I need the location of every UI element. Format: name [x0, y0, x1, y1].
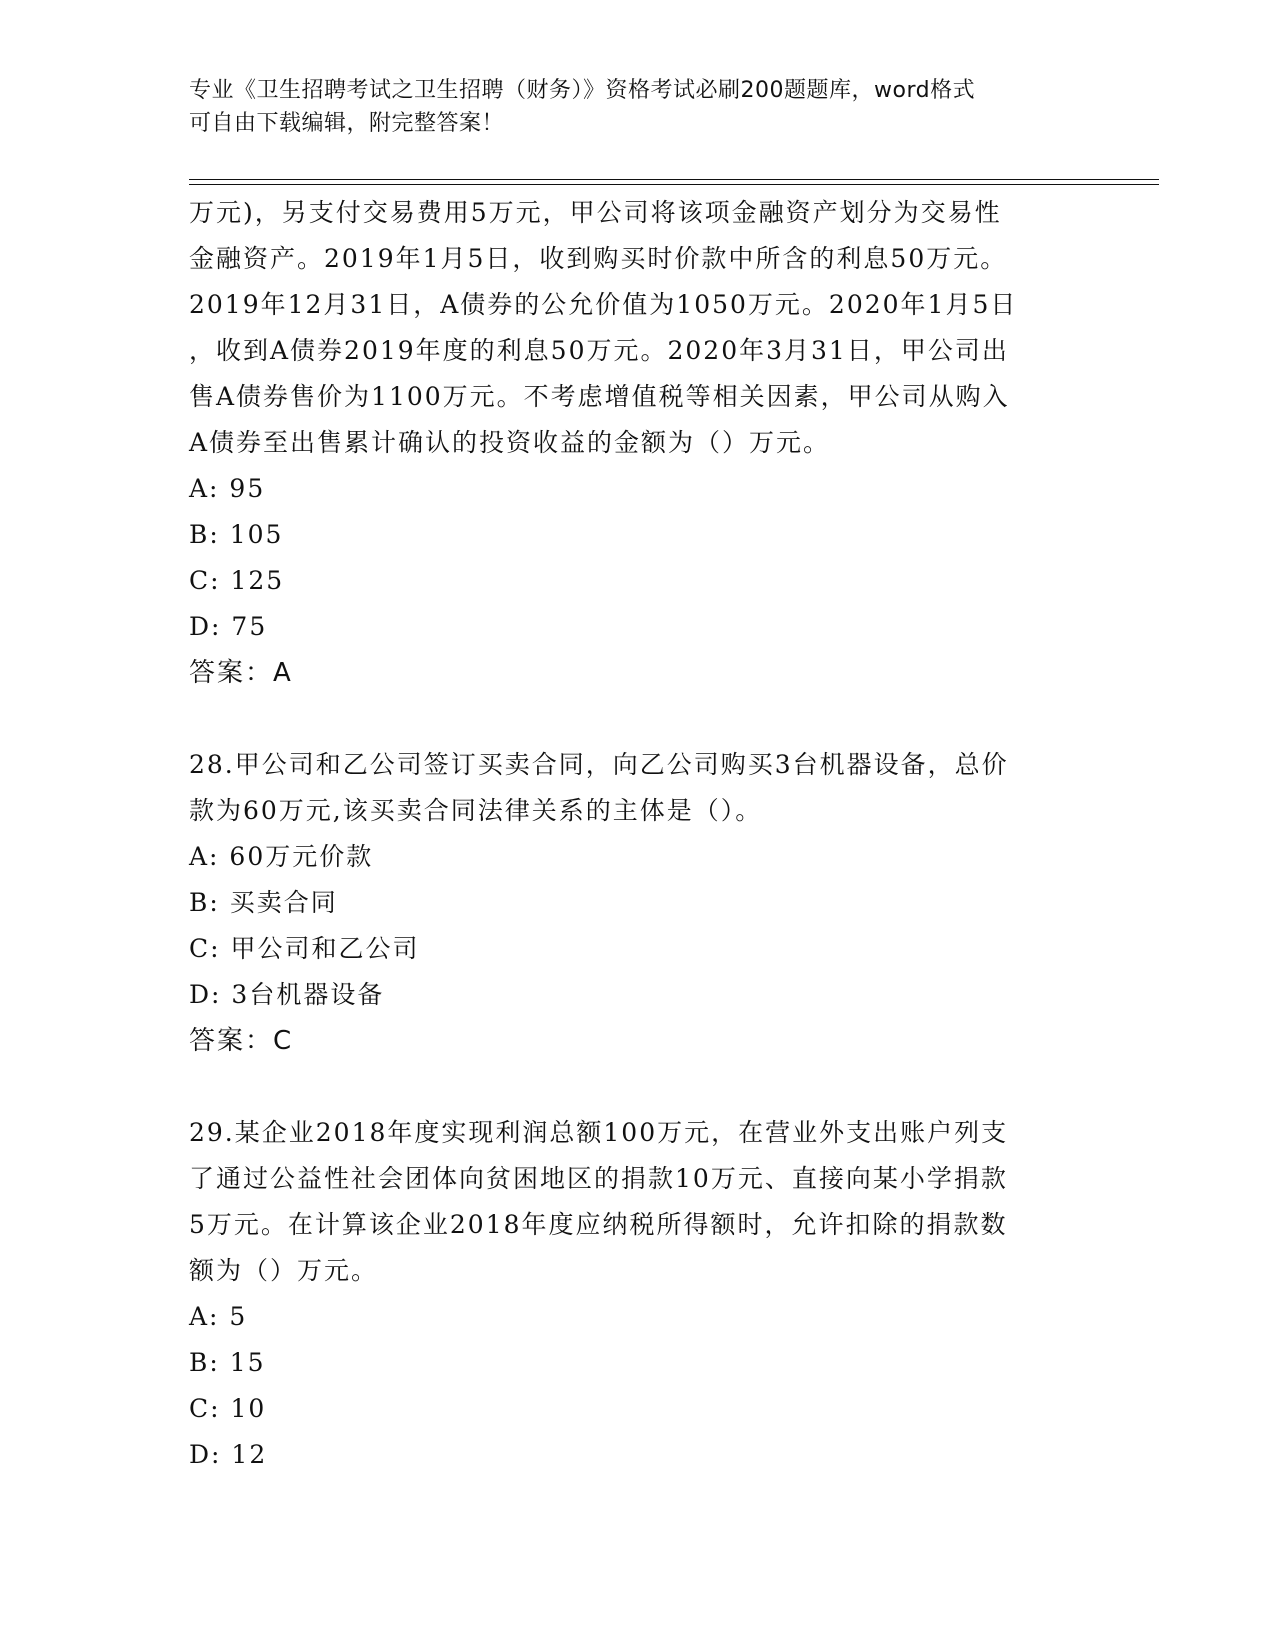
question-text-line: 了通过公益性社会团体向贫困地区的捐款10万元、直接向某小学捐款	[189, 1164, 1008, 1193]
answer-line: 答案：C	[189, 1026, 294, 1056]
question-spacer	[189, 1064, 1089, 1110]
question-text-line: 5万元。在计算该企业2018年度应纳税所得额时，允许扣除的捐款数	[189, 1210, 1008, 1239]
header-line-2: 可自由下载编辑，附完整答案！	[189, 111, 505, 136]
question-text-line: 款为60万元,该买卖合同法律关系的主体是（）。	[189, 796, 763, 825]
question-text-line: ，收到A债券2019年度的利息50万元。2020年3月31日，甲公司出	[189, 336, 1009, 365]
option-b: B: 买卖合同	[189, 888, 338, 917]
option-a: A: 95	[189, 474, 266, 503]
option-c: C: 125	[189, 566, 285, 595]
option-b: B: 105	[189, 520, 284, 549]
header-line-1: 专业《卫生招聘考试之卫生招聘（财务）》资格考试必刷200题题库，word格式	[189, 78, 976, 103]
question-text-line: 售A债券售价为1100万元。不考虑增值税等相关因素，甲公司从购入	[189, 382, 1010, 411]
question-text-line: A债券至出售累计确认的投资收益的金额为（）万元。	[189, 428, 831, 457]
question-text-line: 2019年12月31日，A债券的公允价值为1050万元。2020年1月5日	[189, 290, 1018, 319]
option-c: C: 10	[189, 1394, 267, 1423]
option-d: D: 12	[189, 1440, 268, 1469]
option-a: A: 5	[189, 1302, 248, 1331]
question-27-continued	[189, 190, 1089, 696]
question-text-line: 金融资产。2019年1月5日，收到购买时价款中所含的利息50万元。	[189, 244, 1008, 273]
question-text-line: 29.某企业2018年度实现利润总额100万元，在营业外支出账户列支	[189, 1118, 1009, 1147]
header-divider-top	[189, 179, 1159, 180]
answer-line: 答案：A	[189, 658, 293, 688]
question-28	[189, 742, 1089, 1064]
option-d: D: 75	[189, 612, 268, 641]
option-d: D: 3台机器设备	[189, 980, 385, 1009]
header-divider-bottom	[189, 184, 1159, 185]
option-b: B: 15	[189, 1348, 266, 1377]
question-text-line: 28.甲公司和乙公司签订买卖合同，向乙公司购买3台机器设备，总价	[189, 750, 1009, 779]
question-29	[189, 1110, 1089, 1478]
document-body	[189, 190, 1089, 1478]
option-a: A: 60万元价款	[189, 842, 374, 871]
document-header	[189, 74, 1089, 140]
question-text-line: 额为（）万元。	[189, 1256, 379, 1285]
question-spacer	[189, 696, 1089, 742]
question-text-line: 万元)，另支付交易费用5万元，甲公司将该项金融资产划分为交易性	[189, 198, 1002, 227]
option-c: C: 甲公司和乙公司	[189, 934, 420, 963]
